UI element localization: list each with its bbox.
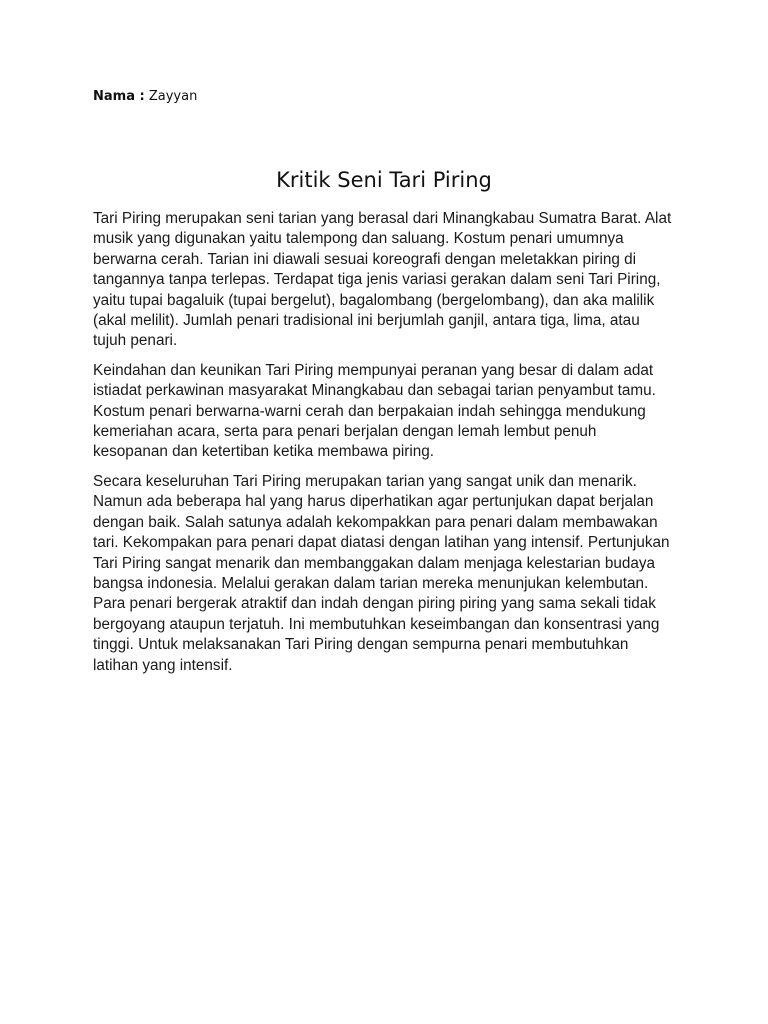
- paragraph: Tari Piring merupakan seni tarian yang berasal dari Minangkabau Sumatra Barat. Alat musik yang digunakan yaitu talempong dan saluang. Kostum penari umumnya berwarna cerah. Tarian ini diawali sesuai koreografi dengan meletakkan piring di tangannya tanpa terlepas. Terdapat tiga jenis variasi gerakan dalam seni Tari Piring, yaitu tupai bagaluik (tupai bergelut), bagalombang (bergelombang), dan aka malilik (akal melilit). Jumlah penari tradisional ini berjumlah ganjil, antara tiga, lima, atau tujuh penari.: [93, 210, 672, 350]
- paragraph: Keindahan dan keunikan Tari Piring mempunyai peranan yang besar di dalam adat istiadat perkawinan masyarakat Minangkabau dan sebagai tarian penyambut tamu. Kostum penari berwarna-warni cerah dan berpakaian indah sehingga mendukung kemeriahan acara, serta para penari berjalan dengan lemah lembut penuh kesopanan dan ketertiban ketika membawa piring.: [93, 361, 656, 461]
- document-body: [93, 209, 673, 685]
- author-name: Zayyan: [148, 89, 198, 104]
- document-title: Kritik Seni Tari Piring: [276, 168, 492, 192]
- paragraph: Secara keseluruhan Tari Piring merupakan tarian yang sangat unik dan menarik. Namun ada beberapa hal yang harus diperhatikan agar pertunjukan dapat berjalan dengan baik. Salah satunya adalah kekompakkan para penari dalam membawakan tari. Kekompakan para penari dapat diatasi dengan latihan yang intensif. Pertunjukan Tari Piring sangat menarik dan membanggakan dalam menjaga kelestarian budaya bangsa indonesia. Melalui gerakan dalam tarian mereka menunjukan kelembutan. Para penari bergerak atraktif dan indah dengan piring piring yang sama sekali tidak bergoyang ataupun terjatuh. Ini membutuhkan keseimbangan dan konsentrasi yang tinggi. Untuk melaksanakan Tari Piring dengan sempurna penari membutuhkan latihan yang intensif.: [93, 472, 670, 674]
- author-line: [93, 89, 197, 104]
- author-label: Nama :: [93, 89, 145, 104]
